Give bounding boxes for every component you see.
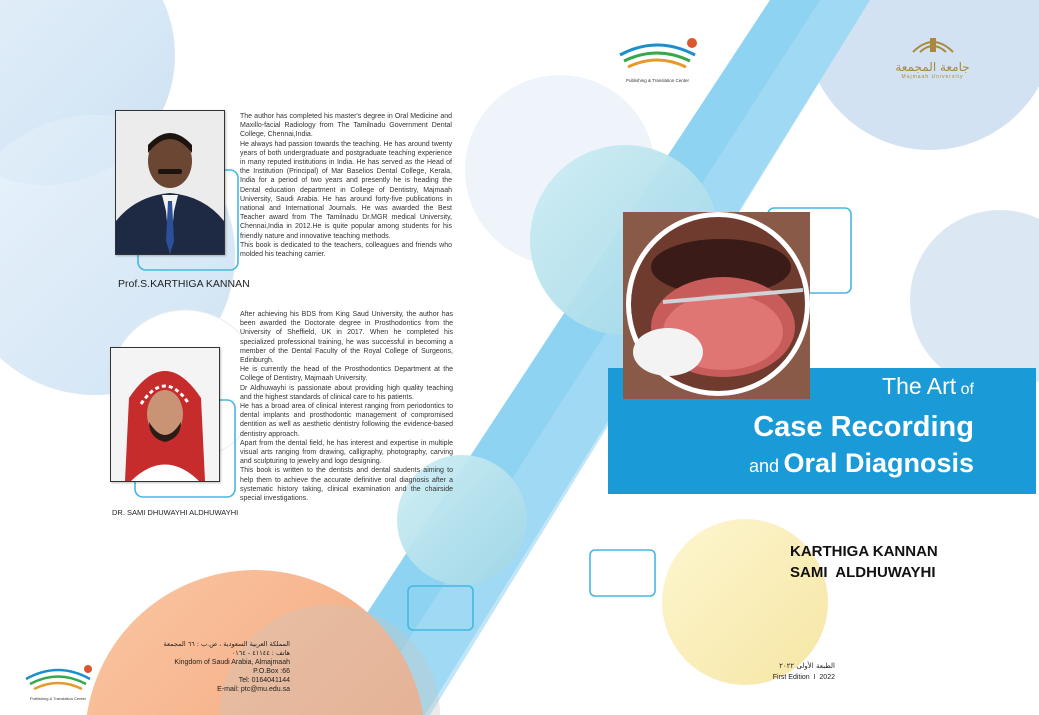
publishing-center-label: Publishing & Translation Center [625,78,690,83]
author2-caption: DR. SAMI DHUWAYHI ALDHUWAYHI [112,508,239,517]
title-the-art: The Art [882,373,957,399]
author1-bio-paragraph: The author has completed his master's degree in Oral Medicine and Maxillo-facial Radiology from The Tamilnadu Government Dental College, Chennai,India. [240,113,452,139]
university-english-name: Majmaah University [901,74,964,80]
author2-bio-paragraph: He is currently the head of the Prosthodontics Department at the College of Dentistry, Majmaah University. [240,366,453,383]
author2-portrait [111,348,219,481]
author1-caption: Prof.S.KARTHIGA KANNAN [118,278,250,290]
title-line-2: Case Recording [753,411,974,443]
publishing-center-label: Publishing & Translation Center [29,696,87,701]
majmaah-university-logo [885,30,980,80]
author1-bio [240,112,452,259]
title-line-1 [610,372,974,404]
author2-photo [110,347,220,482]
contact-po-box: P.O.Box :66 [253,668,290,675]
author2-bio-paragraph: Apart from the dental field, he has interest and expertise in multiple visual arts ranging from drawing, calligraphy, photography, carving and sculpturing to jewelry and logo designing. [240,439,453,466]
publishing-center-logo-top [610,25,705,85]
university-emblem-icon [908,30,958,56]
author1-bio-paragraph: This book is dedicated to the teachers, colleagues and friends who molded his teaching carrier. [240,241,452,259]
book-logo-icon [18,655,98,691]
contact-arabic-address: المملكة العربية السعودية ، ص.ب : ٦٦ المجمعة [163,640,290,648]
contact-address: Kingdom of Saudi Arabia, Almajmaah [174,659,290,666]
front-authors [790,541,938,583]
front-author-2: SAMI ALDHUWAYHI [790,564,936,581]
book-title [610,370,974,486]
author1-bio-paragraph: He always had passion towards the teaching. He has around twenty years of both undergraduate and postgraduate teaching experience in many reputed institutions in India. He has served as the Head of the Institution (Principal) of Mar Baselios Dental College, Kerala, India for a period of two years and presently he is heading the Dental education department in College of Dentistry, Majmaah University, Saudi Arabia. He has around forty-five publications in national and International Journals. He was awarded the Best Teacher award from The Tamilnadu Dr.MGR medical University, Chennai,India in 2012.He is quite popular among students for his friendly nature and innovative teaching methods. [240,140,452,240]
author2-bio-paragraph: He has a broad area of clinical interest ranging from periodontics to dental implants and prosthodontic management of compromised dentition as well as aesthetic dentistry following the evidence-based dentistry approach. [240,403,453,438]
contact-arabic-phone: هاتف : ٤١١٤٤ - ٠١٦٤ [231,649,290,657]
edition-arabic: الطبعة الأولى ٢٠٢٢ [779,662,835,670]
publishing-center-logo-bottom [18,655,98,700]
contact-email[interactable]: E-mail: ptc@mu.edu.sa [217,686,290,693]
book-logo-icon [610,25,705,73]
contact-phone: Tel: 0164041144 [238,677,290,684]
title-line-3 [610,445,974,486]
edition-english: First Edition I 2022 [772,674,835,681]
title-oral-diagnosis: Oral Diagnosis [783,448,974,478]
author2-bio [240,310,453,503]
outline-square-2 [590,550,655,596]
author2-bio-paragraph: Dr Aldhuwayhi is passionate about providing high quality teaching and the highest standards of clinical care to his patients. [240,384,453,401]
title-and: and [748,456,779,476]
title-of: of [960,381,974,398]
university-arabic-name: جامعة المجمعة [895,60,970,74]
author2-bio-paragraph: After achieving his BDS from King Saud University, the author has been awarded the Doctorate degree in Prosthodontics from the University of Sheffield, UK in 2017. When he completed his specialized professional training, he was successful in becoming a member of the Dental Faculty of the Royal College of Surgeons, Edinburgh. [240,311,453,365]
author1-photo [115,110,225,255]
bg-circle-right [910,210,1039,390]
front-author-1: KARTHIGA KANNAN [790,543,938,560]
edition-info [760,660,835,684]
author2-bio-paragraph: This book is written to the dentists and dental students aiming to help them to achieve the accurate definitive oral diagnosis after a systematic history taking, clinical examination and the chairside special investigations. [240,467,453,503]
author1-portrait [116,111,224,254]
publisher-contact [150,640,290,694]
